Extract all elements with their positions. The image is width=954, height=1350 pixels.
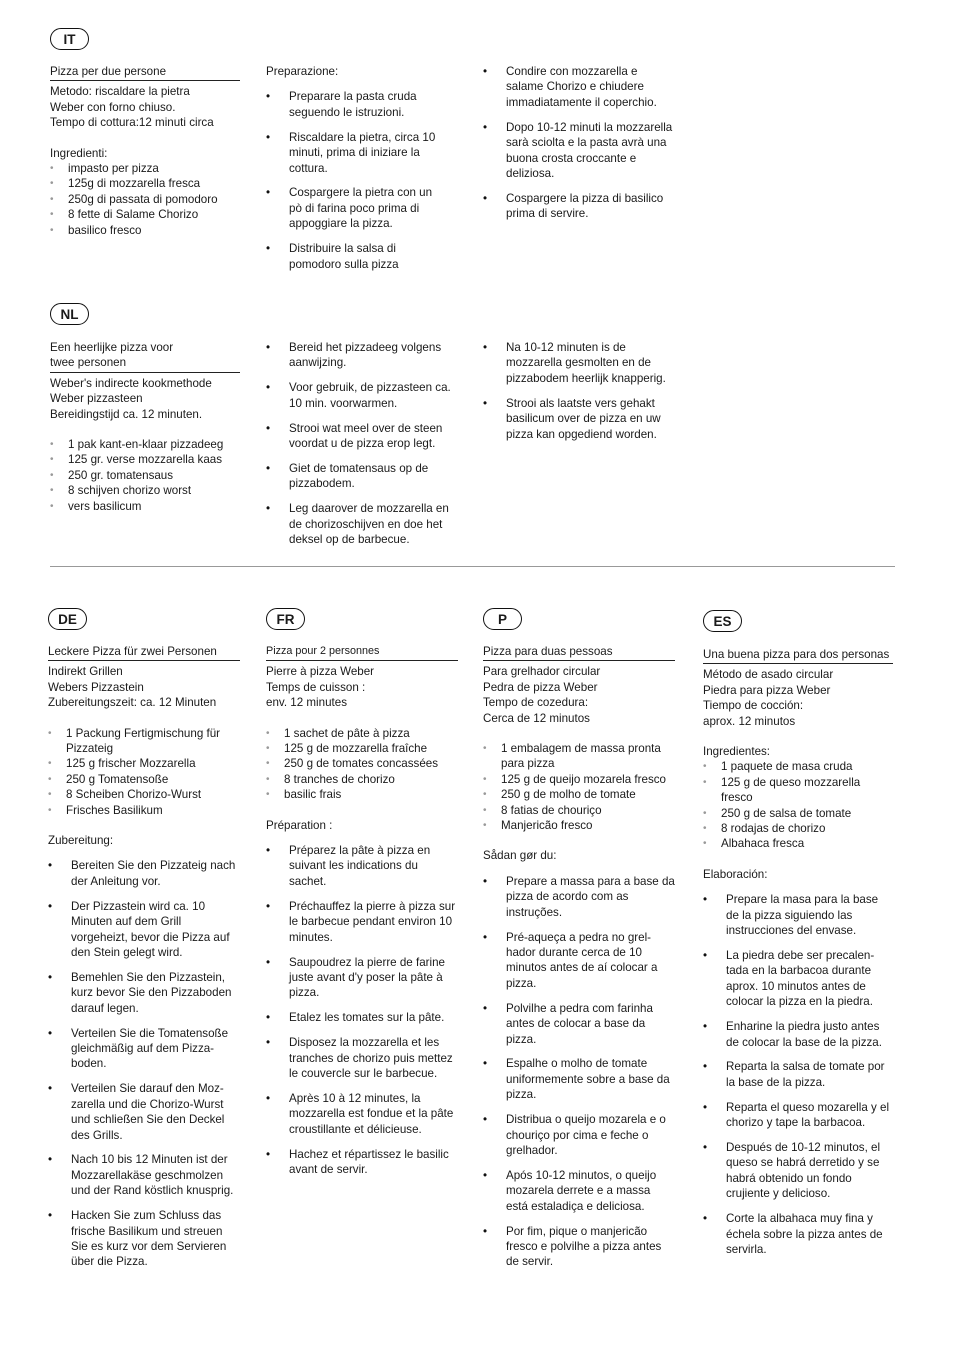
list-item: • Albahaca fresca: [703, 836, 893, 851]
list-item: • Por fim, pique o manjericão fresco e polvilhe a pizza antes de servir.: [483, 1224, 675, 1270]
recipe-title: Pizza pour 2 personnes: [266, 644, 458, 661]
list-item: • Condire con mozzarella e salame Chorizo e chiudere immadiatamente il coperchio.: [483, 64, 673, 110]
list-item: • 250 g Tomatensoße: [48, 772, 240, 787]
steps-list: [483, 340, 677, 442]
list-item: • Distribuire la salsa di pomodoro sulla pizza: [266, 241, 446, 272]
list-item: • Enharine la piedra justo antes de colocar la base de la pizza.: [703, 1019, 893, 1050]
list-item: • Bereiten Sie den Pizzateig nach der Anleitung vor.: [48, 858, 240, 889]
list-item: • Strooi als laatste vers gehakt basilicum over de pizza en uw pizza kan opgediend worden.: [483, 396, 677, 442]
list-item: • Prepare la masa para la base de la pizza siguiendo las instrucciones del envase.: [703, 892, 893, 938]
preparation-heading: Préparation :: [266, 818, 333, 832]
language-badge-es: ES: [703, 610, 742, 632]
list-item: • Voor gebruik, de pizzasteen ca. 10 min. voorwarmen.: [266, 380, 458, 411]
language-badge-it: IT: [50, 28, 89, 50]
list-item: • 1 sachet de pâte à pizza: [266, 726, 458, 741]
list-item: • Reparta el queso mozarella y el chorizo y tape la barbacoa.: [703, 1100, 893, 1131]
ingredients-heading: Ingredienti:: [50, 146, 108, 160]
recipe-title: Pizza para duas pessoas: [483, 644, 675, 661]
list-item: • 1 pak kant-en-klaar pizzadeeg: [50, 437, 240, 452]
language-badge-de: DE: [48, 608, 87, 630]
de-recipe: [48, 644, 240, 1279]
list-item: • Bemehlen Sie den Pizzastein, kurz bevor Sie den Pizzaboden darauf legen.: [48, 970, 240, 1016]
list-item: • Cospargere la pietra con un pò di farina poco prima di appoggiare la pizza.: [266, 185, 446, 231]
language-badge-fr: FR: [266, 608, 305, 630]
steps-list: [266, 340, 458, 547]
list-item: • Der Pizzastein wird ca. 10 Minuten auf dem Grill vorgeheizt, bevor die Pizza auf den Stein gelegt wird.: [48, 899, 240, 961]
list-item: • Riscaldare la pietra, circa 10 minuti, prima di iniziare la cottura.: [266, 130, 446, 176]
ingredients-list: [703, 759, 893, 851]
list-item: • Leg daarover de mozzarella en de chorizoschijven en doe het deksel op de barbecue.: [266, 501, 458, 547]
list-item: • Préchauffez la pierre à pizza sur le barbecue pendant environ 10 minutes.: [266, 899, 458, 945]
list-item: • Frisches Basilikum: [48, 803, 240, 818]
list-item: • Après 10 à 12 minutes, la mozzarella est fondue et la pâte croustillante et délicieuse.: [266, 1091, 458, 1137]
list-item: • Bereid het pizzadeeg volgens aanwijzing.: [266, 340, 458, 371]
language-badge-nl: NL: [50, 303, 89, 325]
list-item: • 125 g frischer Mozzarella: [48, 756, 240, 771]
list-item: • 250 g de molho de tomate: [483, 787, 675, 802]
list-item: • Verteilen Sie darauf den Moz-zarella und die Chorizo-Wurst und schließen Sie den Deckel des Grills.: [48, 1081, 240, 1143]
list-item: • Giet de tomatensaus op de pizzabodem.: [266, 461, 458, 492]
steps-list: [266, 843, 458, 1177]
list-item: • Después de 10-12 minutos, el queso se habrá derretido y se habrá obtenido un fondo crujiente y delicioso.: [703, 1140, 893, 1202]
recipe-method: Weber's indirecte kookmethode Weber pizzasteen Bereidingstijd ca. 12 minuten.: [50, 376, 212, 421]
preparation-heading: Zubereitung:: [48, 834, 114, 848]
list-item: • Cospargere la pizza di basilico prima di servire.: [483, 191, 673, 222]
section-divider: [50, 566, 895, 567]
ingredients-list: [48, 726, 240, 818]
preparation-heading: Preparazione:: [266, 65, 339, 78]
list-item: • 125 g de queso mozzarella fresco: [703, 775, 893, 806]
list-item: • Distribua o queijo mozarela e o chouriço por cima e feche o grelhador.: [483, 1112, 675, 1158]
list-item: • Polvilhe a pedra com farinha antes de colocar a base da pizza.: [483, 1001, 675, 1047]
list-item: • Strooi wat meel over de steen voordat u de pizza erop legt.: [266, 421, 458, 452]
list-item: • Espalhe o molho de tomate uniformemente sobre a base da pizza.: [483, 1056, 675, 1102]
recipe-title: Een heerlijke pizza voor twee personen: [50, 340, 240, 373]
list-item: • Prepare a massa para a base da pizza de acordo com as instruções.: [483, 874, 675, 920]
ingredients-list: [483, 741, 675, 833]
recipe-title: Pizza per due persone: [50, 64, 240, 81]
list-item: • Disposez la mozzarella et les tranches de chorizo puis mettez le couvercle sur le barbecue.: [266, 1035, 458, 1081]
steps-list: [483, 64, 673, 222]
steps-list: [703, 892, 893, 1257]
nl-recipe-info: [50, 340, 240, 514]
nl-steps-b: [483, 340, 677, 451]
list-item: • 8 Scheiben Chorizo-Wurst: [48, 787, 240, 802]
list-item: • Corte la albahaca muy fina y échela sobre la pizza antes de servirla.: [703, 1211, 893, 1257]
list-item: • Hacken Sie zum Schluss das frische Basilikum und streuen Sie es kurz vor dem Servieren über die Pizza.: [48, 1208, 240, 1270]
list-item: • Preparare la pasta cruda seguendo le istruzioni.: [266, 89, 446, 120]
ingredients-list: [50, 161, 240, 238]
list-item: • 8 rodajas de chorizo: [703, 821, 893, 836]
ingredients-heading: Ingredientes:: [703, 745, 771, 759]
list-item: • 125g di mozzarella fresca: [50, 176, 240, 191]
ingredients-list: [266, 726, 458, 803]
language-badge-p: P: [483, 608, 522, 630]
list-item: • Verteilen Sie die Tomatensoße gleichmäßig auf dem Pizza-boden.: [48, 1026, 240, 1072]
list-item: • La piedra debe ser precalen-tada en la barbacoa durante aprox. 10 minutos antes de colocar la pizza en la piedra.: [703, 948, 893, 1010]
list-item: • 8 fette di Salame Chorizo: [50, 207, 240, 222]
list-item: • Na 10-12 minuten is de mozzarella gesmolten en de pizzabodem heerlijk knapperig.: [483, 340, 677, 386]
preparation-heading: Elaboración:: [703, 867, 768, 881]
list-item: • Préparez la pâte à pizza en suivant les indications du sachet.: [266, 843, 458, 889]
list-item: • 125 g de queijo mozarela fresco: [483, 772, 675, 787]
list-item: • 1 Packung Fertigmischung für Pizzateig: [48, 726, 240, 757]
list-item: • Saupoudrez la pierre de farine juste avant d'y poser la pâte à pizza.: [266, 955, 458, 1001]
recipe-method: Indirekt Grillen Webers Pizzastein Zubereitungszeit: ca. 12 Minuten: [48, 665, 217, 710]
preparation-heading: Sådan gør du:: [483, 849, 557, 863]
list-item: • Dopo 10-12 minuti la mozzarella sarà sciolta e la pasta avrà una buona crosta croccante e deliziosa.: [483, 120, 673, 182]
list-item: • 8 tranches de chorizo: [266, 772, 458, 787]
list-item: • 1 paquete de masa cruda: [703, 759, 893, 774]
list-item: • 250 g de tomates concassées: [266, 756, 458, 771]
nl-steps-a: [266, 340, 458, 557]
recipe-method: Metodo: riscaldare la pietra Weber con forno chiuso. Tempo di cottura:12 minuti circa: [50, 85, 214, 130]
list-item: • 8 schijven chorizo worst: [50, 483, 240, 498]
list-item: • 8 fatias de chouriço: [483, 803, 675, 818]
list-item: • Hachez et répartissez le basilic avant de servir.: [266, 1147, 458, 1178]
list-item: • basilic frais: [266, 787, 458, 802]
list-item: • Reparta la salsa de tomate por la base de la pizza.: [703, 1059, 893, 1090]
it-recipe-info: [50, 64, 240, 238]
recipe-method: Método de asado circular Piedra para pizza Weber Tiempo de cocción: aprox. 12 minutos: [703, 668, 834, 728]
recipe-title: Una buena pizza para dos personas: [703, 647, 893, 664]
list-item: • 250g di passata di pomodoro: [50, 192, 240, 207]
recipe-title: Leckere Pizza für zwei Personen: [48, 644, 240, 661]
steps-list: [48, 858, 240, 1269]
steps-list: [483, 874, 675, 1270]
p-recipe: [483, 644, 675, 1279]
it-steps-a: [266, 64, 446, 281]
ingredients-list: [50, 437, 240, 514]
recipe-method: Pierre à pizza Weber Temps de cuisson : env. 12 minutes: [266, 665, 375, 710]
es-recipe: [703, 647, 893, 1267]
recipe-method: Para grelhador circular Pedra de pizza Weber Tempo de cozedura: Cerca de 12 minutos: [483, 665, 601, 725]
list-item: • Após 10-12 minutos, o queijo mozarela derrete e a massa está estaladiça e deliciosa.: [483, 1168, 675, 1214]
list-item: • vers basilicum: [50, 499, 240, 514]
list-item: • impasto per pizza: [50, 161, 240, 176]
list-item: • Manjericão fresco: [483, 818, 675, 833]
list-item: • Etalez les tomates sur la pâte.: [266, 1010, 458, 1025]
it-steps-b: [483, 64, 673, 231]
list-item: • 125 gr. verse mozzarella kaas: [50, 452, 240, 467]
list-item: • Pré-aqueça a pedra no grel-hador durante cerca de 10 minutos antes de aí colocar a pizza.: [483, 930, 675, 992]
list-item: • 125 g de mozzarella fraîche: [266, 741, 458, 756]
list-item: • 250 gr. tomatensaus: [50, 468, 240, 483]
fr-recipe: [266, 644, 458, 1187]
list-item: • 1 embalagem de massa pronta para pizza: [483, 741, 675, 772]
steps-list: [266, 89, 446, 272]
list-item: • basilico fresco: [50, 223, 240, 238]
list-item: • 250 g de salsa de tomate: [703, 806, 893, 821]
list-item: • Nach 10 bis 12 Minuten ist der Mozzarellakäse geschmolzen und der Rand köstlich knusprig.: [48, 1152, 240, 1198]
